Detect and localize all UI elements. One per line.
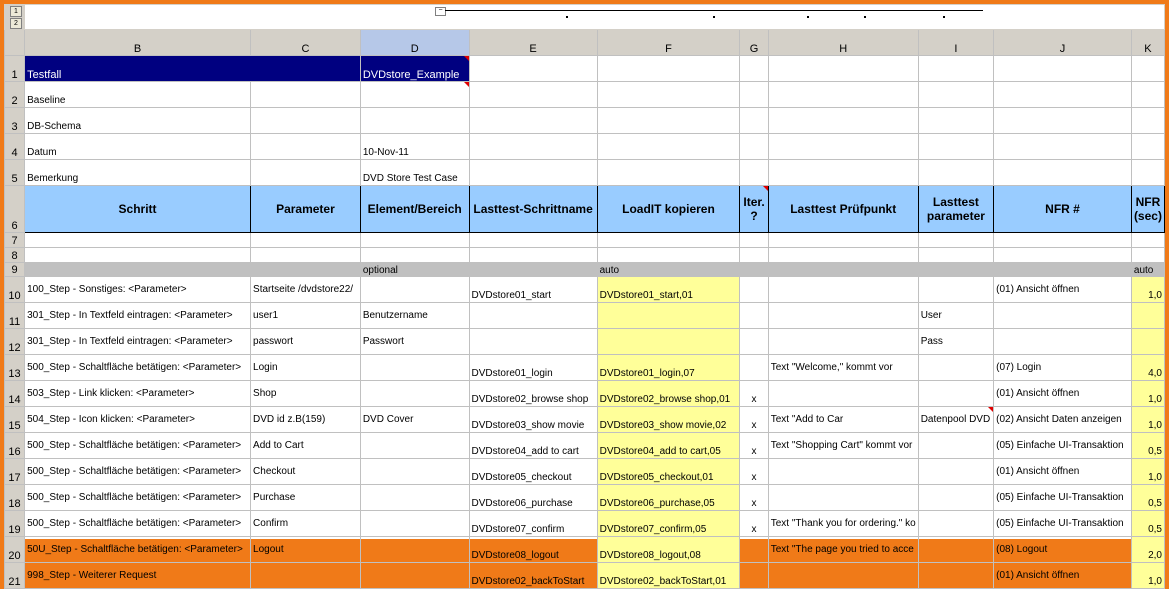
table-row: [5, 381, 1165, 407]
data-cell[interactable]: 1,0: [1131, 381, 1164, 407]
data-cell[interactable]: [469, 329, 597, 355]
outline-group-line: [445, 10, 983, 11]
sheet-row: [5, 82, 1165, 108]
empty-cell[interactable]: [597, 160, 740, 186]
data-cell[interactable]: DVDstore08_logout: [469, 537, 597, 563]
data-cell[interactable]: DVDstore07_confirm,05: [597, 511, 740, 537]
data-cell[interactable]: [918, 433, 993, 459]
row-header[interactable]: 19: [5, 511, 25, 537]
data-cell[interactable]: [768, 563, 918, 589]
data-cell[interactable]: (01) Ansicht öffnen: [994, 459, 1132, 485]
table-row: [5, 303, 1165, 329]
outline-dot: [864, 16, 866, 18]
table-row: [5, 407, 1165, 433]
gray-cell[interactable]: [994, 263, 1132, 277]
data-cell[interactable]: (01) Ansicht öffnen: [994, 563, 1132, 589]
row-header[interactable]: 4: [5, 134, 25, 160]
column-title-cell[interactable]: Lasttest parameter: [918, 186, 993, 233]
data-cell[interactable]: Add to Cart: [251, 433, 361, 459]
data-cell[interactable]: 1,0: [1131, 459, 1164, 485]
outline-dot: [943, 16, 945, 18]
empty-cell[interactable]: [1131, 56, 1164, 82]
column-header-h[interactable]: H: [768, 30, 918, 56]
data-cell[interactable]: DVDstore02_browse shop,01: [597, 381, 740, 407]
data-cell[interactable]: DVDstore01_start,01: [597, 277, 740, 303]
empty-cell[interactable]: [597, 108, 740, 134]
empty-cell[interactable]: [360, 233, 469, 248]
data-cell[interactable]: (05) Einfache UI-Transaktion: [994, 485, 1132, 511]
gray-cell[interactable]: [25, 263, 251, 277]
data-cell[interactable]: Text "Add to Car: [768, 407, 918, 433]
outline-dot: [713, 16, 715, 18]
data-cell[interactable]: DVDstore05_checkout: [469, 459, 597, 485]
sheet-row: [5, 134, 1165, 160]
empty-cell[interactable]: [469, 248, 597, 263]
data-cell[interactable]: DVDstore01_start: [469, 277, 597, 303]
data-cell[interactable]: DVDstore08_logout,08: [597, 537, 740, 563]
data-cell[interactable]: DVD id z.B(159): [251, 407, 361, 433]
data-cell[interactable]: [768, 329, 918, 355]
column-title-cell[interactable]: Iter. ?: [740, 186, 768, 233]
empty-cell[interactable]: [740, 134, 768, 160]
data-cell[interactable]: [360, 563, 469, 589]
row-header[interactable]: 11: [5, 303, 25, 329]
empty-cell[interactable]: [918, 82, 993, 108]
data-cell[interactable]: 301_Step - In Textfeld eintragen: <Parameter>: [25, 303, 251, 329]
data-cell[interactable]: DVDstore07_confirm: [469, 511, 597, 537]
empty-cell[interactable]: [768, 108, 918, 134]
data-cell[interactable]: [740, 355, 768, 381]
empty-cell[interactable]: [740, 108, 768, 134]
data-cell[interactable]: Passwort: [360, 329, 469, 355]
row-header[interactable]: 1: [5, 56, 25, 82]
empty-cell[interactable]: [994, 108, 1132, 134]
table-row: [5, 277, 1165, 303]
empty-cell[interactable]: [25, 248, 251, 263]
outline-strip: [5, 5, 1165, 30]
data-cell[interactable]: Text "Thank you for ordering." ko: [768, 511, 918, 537]
data-cell[interactable]: Startseite /dvdstore22/: [251, 277, 361, 303]
data-cell[interactable]: [740, 303, 768, 329]
sheet-row: [5, 56, 1165, 82]
data-cell[interactable]: [768, 303, 918, 329]
row-header[interactable]: 13: [5, 355, 25, 381]
data-cell[interactable]: 0,5: [1131, 485, 1164, 511]
data-cell[interactable]: DVDstore02_backToStart,01: [597, 563, 740, 589]
row-header[interactable]: 8: [5, 248, 25, 263]
data-cell[interactable]: [251, 563, 361, 589]
empty-cell[interactable]: [918, 248, 993, 263]
meta-value-cell[interactable]: DVD Store Test Case: [360, 160, 469, 186]
data-cell[interactable]: [740, 277, 768, 303]
empty-cell[interactable]: [740, 233, 768, 248]
meta-value-cell[interactable]: [360, 82, 469, 108]
row-header[interactable]: 21: [5, 563, 25, 589]
meta-label-cell[interactable]: Datum: [25, 134, 251, 160]
data-cell[interactable]: Benutzername: [360, 303, 469, 329]
empty-cell[interactable]: [768, 233, 918, 248]
data-cell[interactable]: User: [918, 303, 993, 329]
empty-cell[interactable]: [1131, 248, 1164, 263]
row-header[interactable]: 10: [5, 277, 25, 303]
sheet-row: [5, 160, 1165, 186]
outline-level-1-button[interactable]: 1: [10, 6, 22, 17]
column-header-j[interactable]: J: [994, 30, 1132, 56]
empty-cell[interactable]: [768, 56, 918, 82]
column-header-d[interactable]: D: [360, 30, 469, 56]
data-cell[interactable]: 504_Step - Icon klicken: <Parameter>: [25, 407, 251, 433]
data-cell[interactable]: [360, 485, 469, 511]
row-header[interactable]: 6: [5, 186, 25, 233]
data-cell[interactable]: Purchase: [251, 485, 361, 511]
outline-collapse-button[interactable]: −: [435, 7, 446, 16]
data-cell[interactable]: 500_Step - Schaltfläche betätigen: <Parameter>: [25, 485, 251, 511]
column-title-cell[interactable]: Schritt: [25, 186, 251, 233]
empty-cell[interactable]: [469, 134, 597, 160]
row-header[interactable]: 2: [5, 82, 25, 108]
column-header-b[interactable]: B: [25, 30, 251, 56]
spreadsheet-window: [4, 4, 1165, 588]
empty-cell[interactable]: [994, 160, 1132, 186]
outline-dot: [566, 16, 568, 18]
data-cell[interactable]: user1: [251, 303, 361, 329]
sheet-row: [5, 233, 1165, 248]
data-cell[interactable]: 500_Step - Schaltfläche betätigen: <Parameter>: [25, 355, 251, 381]
data-cell[interactable]: [597, 303, 740, 329]
meta-empty-cell[interactable]: [251, 82, 361, 108]
empty-cell[interactable]: [469, 108, 597, 134]
data-cell[interactable]: 500_Step - Schaltfläche betätigen: <Parameter>: [25, 433, 251, 459]
empty-cell[interactable]: [994, 56, 1132, 82]
empty-cell[interactable]: [768, 82, 918, 108]
data-cell[interactable]: (07) Login: [994, 355, 1132, 381]
row-header[interactable]: 20: [5, 537, 25, 563]
data-cell[interactable]: [360, 459, 469, 485]
row-header[interactable]: 14: [5, 381, 25, 407]
data-cell[interactable]: DVDstore04_add to cart: [469, 433, 597, 459]
table-row: [5, 329, 1165, 355]
data-cell[interactable]: [360, 355, 469, 381]
column-header-e[interactable]: E: [469, 30, 597, 56]
data-cell[interactable]: DVDstore02_browse shop: [469, 381, 597, 407]
data-cell[interactable]: 1,0: [1131, 563, 1164, 589]
meta-value-cell[interactable]: [360, 108, 469, 134]
table-row: [5, 485, 1165, 511]
empty-cell[interactable]: [1131, 82, 1164, 108]
empty-cell[interactable]: [597, 56, 740, 82]
row-header[interactable]: 7: [5, 233, 25, 248]
empty-cell[interactable]: [360, 248, 469, 263]
meta-empty-cell[interactable]: [251, 108, 361, 134]
data-cell[interactable]: 2,0: [1131, 537, 1164, 563]
gray-cell[interactable]: auto: [597, 263, 740, 277]
data-cell[interactable]: 503_Step - Link klicken: <Parameter>: [25, 381, 251, 407]
data-cell[interactable]: [740, 537, 768, 563]
table-row: [5, 355, 1165, 381]
empty-cell[interactable]: [469, 82, 597, 108]
data-cell[interactable]: [360, 537, 469, 563]
empty-cell[interactable]: [918, 108, 993, 134]
empty-cell[interactable]: [1131, 134, 1164, 160]
testfall-value-cell[interactable]: DVDstore_Example: [360, 56, 469, 82]
data-cell[interactable]: 100_Step - Sonstiges: <Parameter>: [25, 277, 251, 303]
empty-cell[interactable]: [740, 56, 768, 82]
table-row: [5, 563, 1165, 589]
empty-cell[interactable]: [251, 233, 361, 248]
data-cell[interactable]: 50U_Step - Schaltfläche betätigen: <Parameter>: [25, 537, 251, 563]
column-title-cell[interactable]: Parameter: [251, 186, 361, 233]
empty-cell[interactable]: [918, 233, 993, 248]
empty-cell[interactable]: [25, 233, 251, 248]
data-cell[interactable]: (05) Einfache UI-Transaktion: [994, 511, 1132, 537]
data-cell[interactable]: x: [740, 459, 768, 485]
table-row: [5, 459, 1165, 485]
data-cell[interactable]: DVDstore06_purchase: [469, 485, 597, 511]
data-cell[interactable]: [918, 563, 993, 589]
outline-level-buttons: [5, 5, 25, 30]
data-cell[interactable]: [768, 277, 918, 303]
data-cell[interactable]: (08) Logout: [994, 537, 1132, 563]
column-header-f[interactable]: F: [597, 30, 740, 56]
data-cell[interactable]: Pass: [918, 329, 993, 355]
empty-cell[interactable]: [1131, 108, 1164, 134]
table-row: [5, 511, 1165, 537]
empty-cell[interactable]: [918, 134, 993, 160]
empty-cell[interactable]: [1131, 233, 1164, 248]
row-header[interactable]: 9: [5, 263, 25, 277]
worksheet-grid: [4, 4, 1165, 588]
column-title-cell[interactable]: NFR (sec): [1131, 186, 1164, 233]
data-cell[interactable]: Text "Welcome," kommt vor: [768, 355, 918, 381]
empty-cell[interactable]: [740, 160, 768, 186]
data-cell[interactable]: Text "The page you tried to acce: [768, 537, 918, 563]
worksheet-table: [4, 4, 1165, 589]
data-cell[interactable]: Text "Shopping Cart" kommt vor: [768, 433, 918, 459]
row-header[interactable]: 17: [5, 459, 25, 485]
data-cell[interactable]: 4,0: [1131, 355, 1164, 381]
data-cell[interactable]: [360, 381, 469, 407]
data-cell[interactable]: [918, 277, 993, 303]
data-cell[interactable]: [597, 329, 740, 355]
data-cell[interactable]: DVDstore03_show movie,02: [597, 407, 740, 433]
column-title-cell[interactable]: LoadIT kopieren: [597, 186, 740, 233]
outline-bracket-area: [25, 5, 1165, 30]
data-cell[interactable]: 500_Step - Schaltfläche betätigen: <Parameter>: [25, 459, 251, 485]
empty-cell[interactable]: [740, 82, 768, 108]
meta-empty-cell[interactable]: [251, 160, 361, 186]
data-cell[interactable]: [768, 381, 918, 407]
data-cell[interactable]: [360, 433, 469, 459]
gray-cell[interactable]: [251, 263, 361, 277]
data-cell[interactable]: [994, 329, 1132, 355]
data-cell[interactable]: [768, 459, 918, 485]
data-cell[interactable]: 1,0: [1131, 407, 1164, 433]
empty-cell[interactable]: [469, 160, 597, 186]
data-cell[interactable]: [918, 459, 993, 485]
data-cell[interactable]: [918, 511, 993, 537]
empty-cell[interactable]: [994, 248, 1132, 263]
data-cell[interactable]: x: [740, 511, 768, 537]
column-header-i[interactable]: I: [918, 30, 993, 56]
data-cell[interactable]: [360, 277, 469, 303]
empty-cell[interactable]: [597, 134, 740, 160]
gray-cell[interactable]: optional: [360, 263, 469, 277]
empty-cell[interactable]: [768, 248, 918, 263]
data-cell[interactable]: [740, 329, 768, 355]
data-cell[interactable]: [918, 537, 993, 563]
data-cell[interactable]: 0,5: [1131, 511, 1164, 537]
column-header-row: [5, 30, 1165, 56]
empty-cell[interactable]: [597, 82, 740, 108]
data-cell[interactable]: [768, 485, 918, 511]
data-cell[interactable]: Checkout: [251, 459, 361, 485]
data-cell[interactable]: DVDstore04_add to cart,05: [597, 433, 740, 459]
data-cell[interactable]: [740, 563, 768, 589]
row-header[interactable]: 16: [5, 433, 25, 459]
testfall-label-cell[interactable]: Testfall: [25, 56, 361, 82]
column-header-c[interactable]: C: [251, 30, 361, 56]
row-header[interactable]: 5: [5, 160, 25, 186]
data-cell[interactable]: (01) Ansicht öffnen: [994, 277, 1132, 303]
gray-cell[interactable]: [740, 263, 768, 277]
column-title-cell[interactable]: Lasttest-Schrittname: [469, 186, 597, 233]
empty-cell[interactable]: [918, 56, 993, 82]
outline-dot: [807, 16, 809, 18]
data-cell[interactable]: x: [740, 407, 768, 433]
data-cell[interactable]: x: [740, 485, 768, 511]
empty-cell[interactable]: [1131, 160, 1164, 186]
data-cell[interactable]: [469, 303, 597, 329]
data-cell[interactable]: [360, 511, 469, 537]
row-header[interactable]: 18: [5, 485, 25, 511]
data-cell[interactable]: (02) Ansicht Daten anzeigen: [994, 407, 1132, 433]
data-cell[interactable]: Logout: [251, 537, 361, 563]
empty-cell[interactable]: [251, 248, 361, 263]
empty-cell[interactable]: [994, 233, 1132, 248]
column-header-k[interactable]: K: [1131, 30, 1164, 56]
data-cell[interactable]: (05) Einfache UI-Transaktion: [994, 433, 1132, 459]
table-row: [5, 433, 1165, 459]
data-cell[interactable]: 998_Step - Weiterer Request: [25, 563, 251, 589]
column-title-cell[interactable]: NFR #: [994, 186, 1132, 233]
sheet-row: [5, 108, 1165, 134]
column-title-row: [5, 186, 1165, 233]
data-cell[interactable]: 500_Step - Schaltfläche betätigen: <Parameter>: [25, 511, 251, 537]
data-cell[interactable]: Shop: [251, 381, 361, 407]
data-cell[interactable]: DVDstore03_show movie: [469, 407, 597, 433]
column-header-g[interactable]: G: [740, 30, 768, 56]
meta-empty-cell[interactable]: [251, 134, 361, 160]
data-cell[interactable]: 301_Step - In Textfeld eintragen: <Parameter>: [25, 329, 251, 355]
row-header[interactable]: 15: [5, 407, 25, 433]
empty-cell[interactable]: [768, 134, 918, 160]
data-cell[interactable]: DVDstore01_login,07: [597, 355, 740, 381]
data-cell[interactable]: DVDstore05_checkout,01: [597, 459, 740, 485]
table-row: [5, 537, 1165, 563]
empty-cell[interactable]: [597, 233, 740, 248]
data-cell[interactable]: x: [740, 381, 768, 407]
gray-cell[interactable]: auto: [1131, 263, 1164, 277]
data-cell[interactable]: x: [740, 433, 768, 459]
data-cell[interactable]: Datenpool DVD: [918, 407, 993, 433]
meta-label-cell[interactable]: Bemerkung: [25, 160, 251, 186]
column-title-cell[interactable]: Element/Bereich: [360, 186, 469, 233]
data-cell[interactable]: Login: [251, 355, 361, 381]
empty-cell[interactable]: [768, 160, 918, 186]
data-cell[interactable]: DVDstore01_login: [469, 355, 597, 381]
gray-cell[interactable]: [768, 263, 918, 277]
empty-cell[interactable]: [918, 160, 993, 186]
empty-cell[interactable]: [994, 82, 1132, 108]
gray-cell[interactable]: [469, 263, 597, 277]
meta-value-cell[interactable]: 10-Nov-11: [360, 134, 469, 160]
data-cell[interactable]: 1,0: [1131, 277, 1164, 303]
data-cell[interactable]: DVD Cover: [360, 407, 469, 433]
gray-cell[interactable]: [918, 263, 993, 277]
data-cell[interactable]: 0,5: [1131, 433, 1164, 459]
data-cell[interactable]: [918, 355, 993, 381]
data-cell[interactable]: DVDstore06_purchase,05: [597, 485, 740, 511]
empty-cell[interactable]: [994, 134, 1132, 160]
data-cell[interactable]: DVDstore02_backToStart: [469, 563, 597, 589]
optional-auto-row: [5, 263, 1165, 277]
data-cell[interactable]: [1131, 329, 1164, 355]
column-title-cell[interactable]: Lasttest Prüfpunkt: [768, 186, 918, 233]
data-cell[interactable]: Confirm: [251, 511, 361, 537]
row-header[interactable]: 12: [5, 329, 25, 355]
data-cell[interactable]: [918, 381, 993, 407]
empty-cell[interactable]: [740, 248, 768, 263]
meta-label-cell[interactable]: DB-Schema: [25, 108, 251, 134]
empty-cell[interactable]: [597, 248, 740, 263]
data-cell[interactable]: [994, 303, 1132, 329]
data-cell[interactable]: [918, 485, 993, 511]
select-all-corner[interactable]: [5, 30, 25, 56]
empty-cell[interactable]: [469, 233, 597, 248]
data-cell[interactable]: [1131, 303, 1164, 329]
outline-level-2-button[interactable]: 2: [10, 18, 22, 29]
empty-cell[interactable]: [469, 56, 597, 82]
data-cell[interactable]: (01) Ansicht öffnen: [994, 381, 1132, 407]
sheet-row: [5, 248, 1165, 263]
meta-label-cell[interactable]: Baseline: [25, 82, 251, 108]
row-header[interactable]: 3: [5, 108, 25, 134]
data-cell[interactable]: passwort: [251, 329, 361, 355]
